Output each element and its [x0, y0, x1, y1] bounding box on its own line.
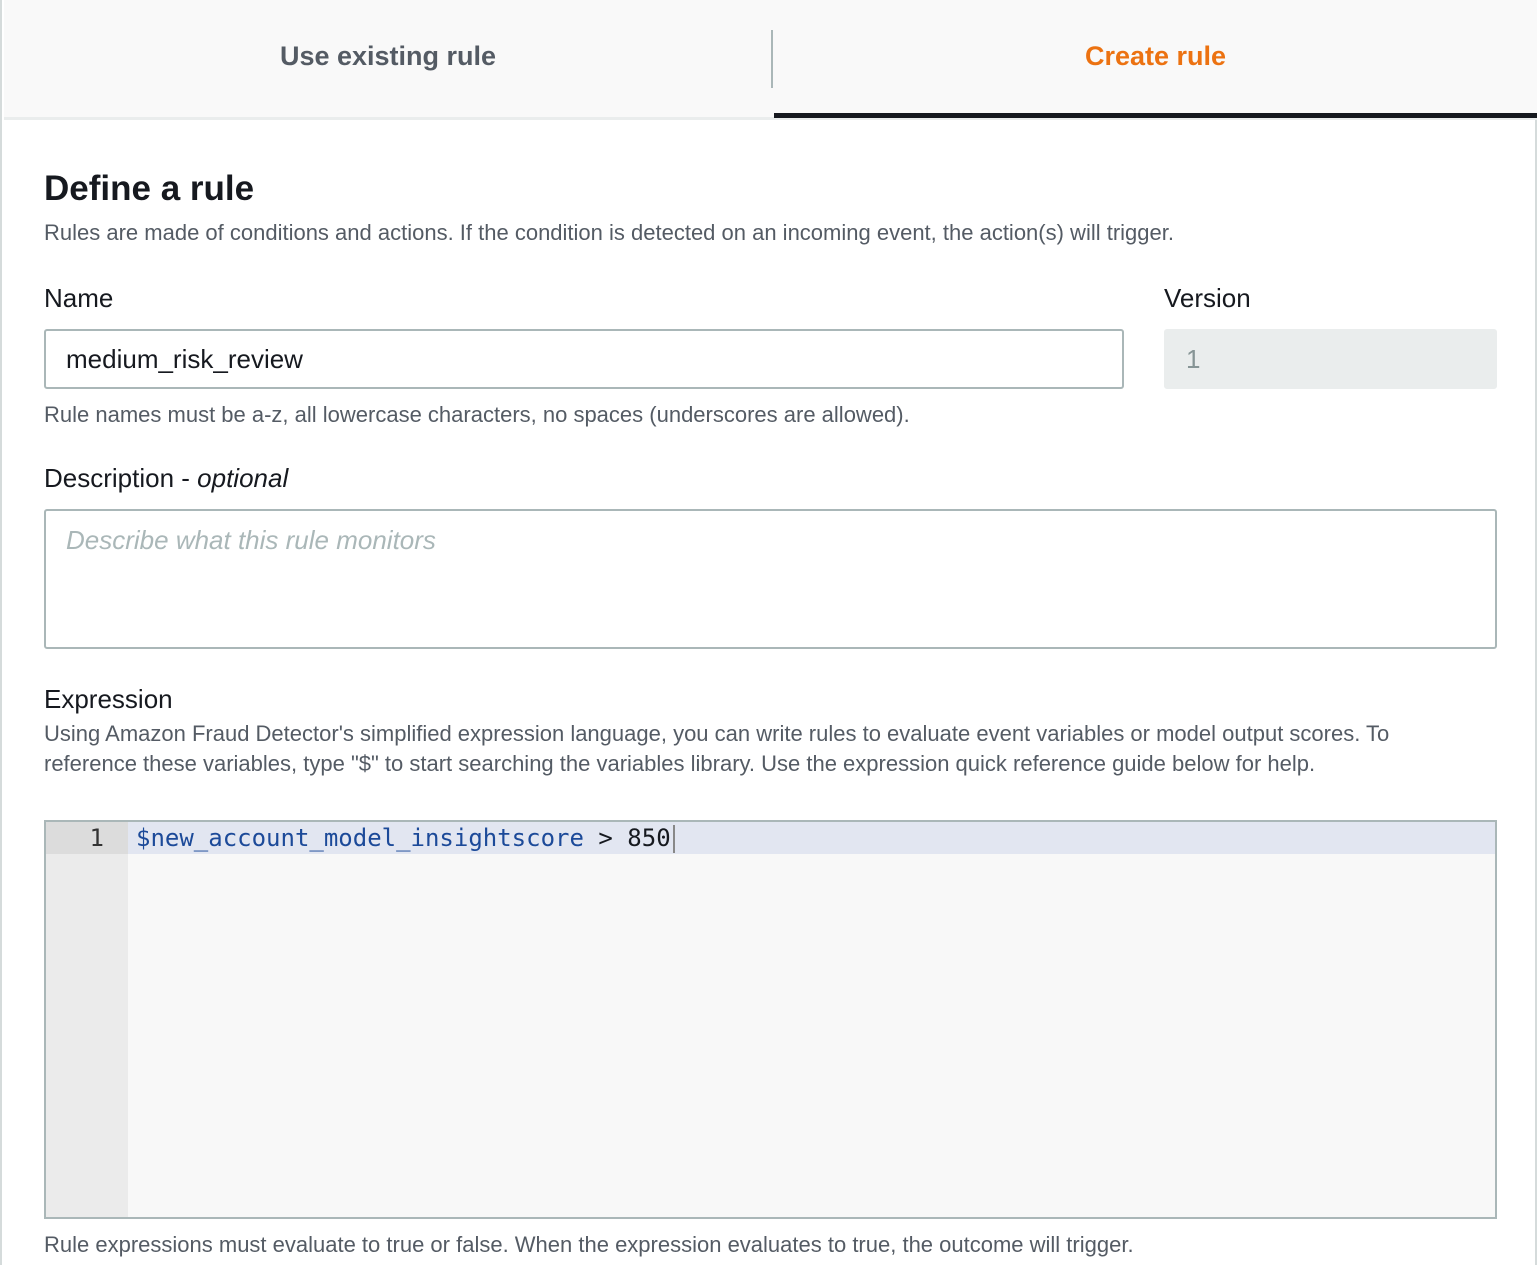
line-number: 1 [89, 824, 104, 852]
code-operator: > [598, 824, 613, 852]
version-label: Version [1164, 283, 1251, 313]
version-value: 1 [1186, 343, 1201, 374]
description-textarea[interactable] [44, 509, 1497, 649]
code-variable: $new_account_model_insightscore [136, 824, 584, 852]
rule-name-value: medium_risk_review [66, 343, 303, 374]
rule-tabs [4, 0, 1537, 120]
code-value: 850 [627, 824, 671, 852]
section-title: Define a rule [44, 169, 255, 208]
expression-hint: Rule expressions must evaluate to true or false. When the expression evaluates to true, the outcome will trigger. [44, 1232, 1134, 1257]
tab-create-rule[interactable]: Create rule [1084, 41, 1227, 71]
expression-label: Expression [44, 684, 173, 714]
text-cursor [673, 825, 675, 853]
tab-divider [771, 30, 773, 88]
name-hint: Rule names must be a-z, all lowercase characters, no spaces (underscores are allowed). [44, 402, 910, 427]
define-rule-form [44, 168, 1497, 776]
expression-editor[interactable] [44, 820, 1497, 1219]
editor-gutter [46, 822, 128, 1217]
active-tab-indicator [774, 113, 1537, 118]
version-input [1164, 329, 1497, 389]
description-optional-label: optional [197, 463, 289, 493]
description-label [44, 462, 288, 494]
description-label-text: Description - [44, 463, 198, 493]
tab-use-existing-rule[interactable]: Use existing rule [279, 41, 497, 71]
rule-name-input[interactable] [44, 329, 1124, 389]
expression-help: Using Amazon Fraud Detector's simplified expression language, you can write rules to evaluate event variables or model output scores. To reference these variables, type "$" to start searching the variables library. Use the expression quick reference guide below for help. [44, 721, 1390, 776]
description-placeholder: Describe what this rule monitors [66, 525, 436, 555]
section-description: Rules are made of conditions and actions. If the condition is detected on an incoming event, the action(s) will trigger. [44, 220, 1174, 245]
code-line[interactable] [136, 822, 675, 854]
name-label: Name [44, 283, 114, 313]
